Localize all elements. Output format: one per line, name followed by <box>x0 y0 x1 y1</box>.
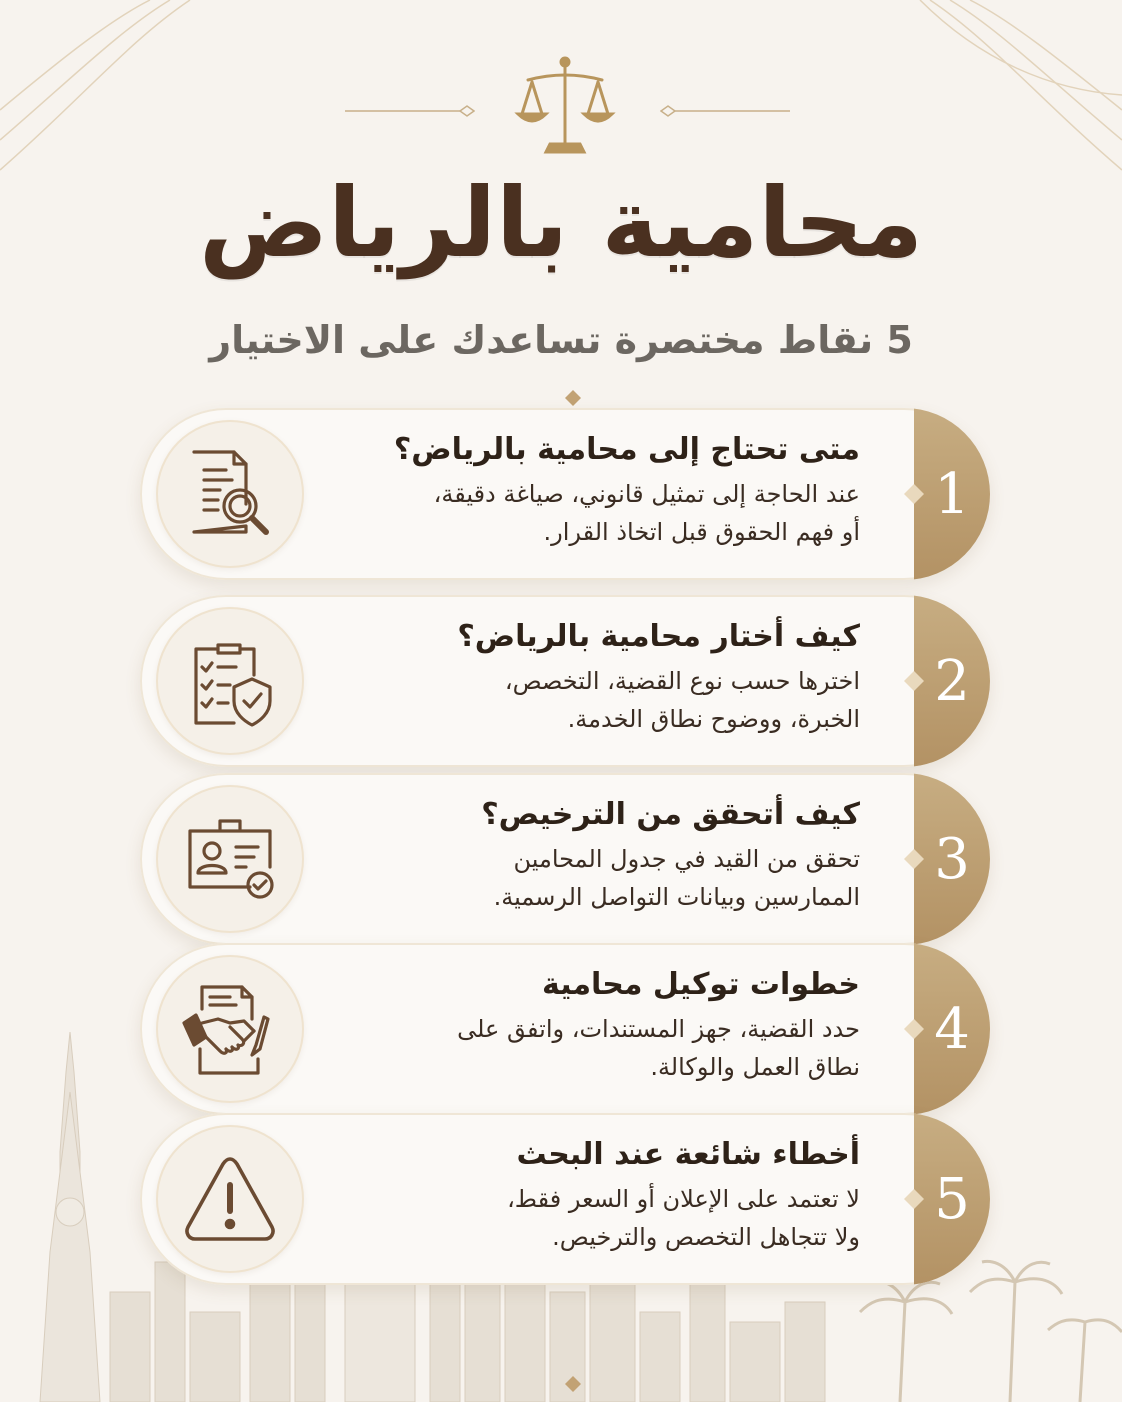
tip-body-line: تحقق من القيد في جدول المحامين <box>513 845 860 873</box>
tip-number-badge: 5 <box>914 1113 990 1285</box>
tip-title: أخطاء شائعة عند البحث <box>516 1137 860 1172</box>
tip-number-badge: 4 <box>914 943 990 1115</box>
badge-diamond-icon <box>904 849 924 869</box>
tip-card-4 <box>140 943 990 1115</box>
scales-of-justice-icon <box>510 52 620 162</box>
handshake-contract-icon <box>180 979 280 1079</box>
tip-body-line: نطاق العمل والوكالة. <box>650 1053 860 1082</box>
tip-number-badge: 2 <box>914 595 990 767</box>
id-card-check-icon <box>180 809 280 909</box>
tip-card-2 <box>140 595 990 767</box>
badge-diamond-icon <box>904 484 924 504</box>
footer-diamond-icon <box>565 1376 581 1392</box>
tip-body <box>340 840 860 917</box>
tip-body-line: ولا تتجاهل التخصص والترخيص. <box>552 1223 860 1252</box>
warning-triangle-icon <box>180 1149 280 1249</box>
tip-title: كيف أختار محامية بالرياض؟ <box>457 619 860 654</box>
header-rule-left <box>345 104 475 118</box>
badge-diamond-icon <box>904 1189 924 1209</box>
tip-card-3 <box>140 773 990 945</box>
badge-diamond-icon <box>904 1019 924 1039</box>
tip-body-line: الممارسين وبيانات التواصل الرسمية. <box>493 883 860 912</box>
tip-title: متى تحتاج إلى محامية بالرياض؟ <box>393 432 860 467</box>
tip-body-line: عند الحاجة إلى تمثيل قانوني، صياغة دقيقة، <box>433 480 860 508</box>
divider-diamond-icon <box>565 390 581 406</box>
page-title: محامية بالرياض <box>198 167 924 279</box>
tip-body <box>340 1010 860 1087</box>
tip-body-line: اخترها حسب نوع القضية، التخصص، <box>504 667 860 695</box>
tip-body <box>340 1180 860 1257</box>
document-search-icon <box>180 444 280 544</box>
tip-body-line: لا تعتمد على الإعلان أو السعر فقط، <box>507 1185 860 1213</box>
badge-diamond-icon <box>904 671 924 691</box>
tip-icon-circle <box>156 1125 304 1273</box>
tip-number-badge: 1 <box>914 408 990 580</box>
checklist-shield-icon <box>180 631 280 731</box>
tip-card-5 <box>140 1113 990 1285</box>
tip-body-line: حدد القضية، جهز المستندات، واتفق على <box>457 1015 860 1043</box>
tip-body-line: أو فهم الحقوق قبل اتخاذ القرار. <box>543 518 860 547</box>
tip-icon-circle <box>156 420 304 568</box>
tip-icon-circle <box>156 955 304 1103</box>
tip-body-line: الخبرة، ووضوح نطاق الخدمة. <box>567 705 860 734</box>
tip-body <box>340 662 860 739</box>
tip-icon-circle <box>156 607 304 755</box>
tip-icon-circle <box>156 785 304 933</box>
tip-number-badge: 3 <box>914 773 990 945</box>
tip-title: كيف أتحقق من الترخيص؟ <box>481 797 860 832</box>
header-rule-right <box>660 104 790 118</box>
tip-body <box>340 475 860 552</box>
tip-title: خطوات توكيل محامية <box>542 967 860 1002</box>
page-subtitle: 5 نقاط مختصرة تساعدك على الاختيار <box>209 318 913 362</box>
tip-card-1 <box>140 408 990 580</box>
